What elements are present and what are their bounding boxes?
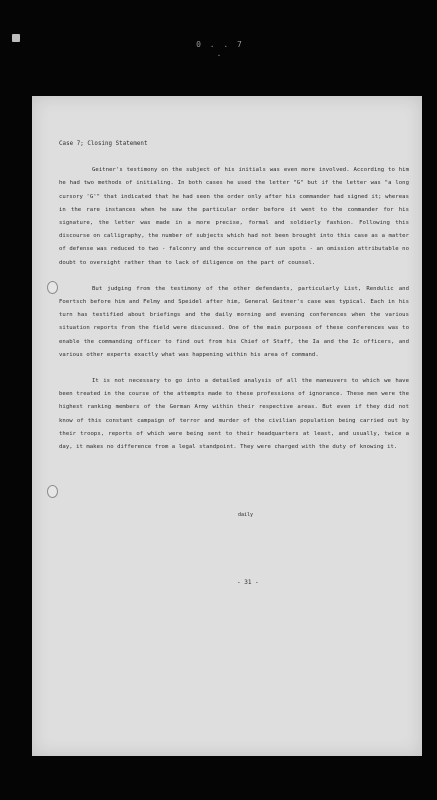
punch-hole <box>47 281 58 294</box>
punch-hole <box>47 485 58 498</box>
document-text <box>59 138 409 467</box>
paragraph: Geitner's testimony on the subject of his initials was even more involved. According to him he had two methods of initialing. In both cases he used the letter "G" but if the letter was "a long cursory 'G'" that indicated that he had seen the order only after his commander had signed it; whereas in the rare instances when he saw the particular order before it went to the commander for his signature, the letter was made in a more precise, formal and soldierly fashion. Following this discourse on calligraphy, the number of subjects which had not been brought into this case as a matter of defense was reduced to two - falconry and the occurrence of sun spots - an omission attributable no doubt to oversight rather than to lack of diligence on the part of counsel. <box>59 167 409 266</box>
page-number: - 31 - <box>237 579 259 586</box>
film-dot <box>12 34 20 42</box>
document-page <box>32 96 422 756</box>
paragraph: It is not necessary to go into a detailed analysis of all the maneuvers to which we have been treated in the course of the attempts made to these professions of ignorance. These men were the highest ranking members of the German Army within their respective areas. But even if they did not know of this constant campaign of terror and murder of the civilian population being carried out by their troops, reports of which were being sent to their headquarters at least, and usually, twice a day, it makes no difference from a legal standpoint. They were charged with the duty of knowing it. <box>59 378 409 451</box>
document-heading: Case 7; Closing Statement <box>59 141 148 147</box>
interlinear-note: daily <box>238 512 254 518</box>
paragraph: But judging from the testimony of the other defendants, particularly List, Rendulic and Foertsch before him and Felmy and Speidel after him, General Geitner's case was typical. Each in his turn has testified about briefings and the daily morning and evening conferences when the various situation reports from the field were discussed. One of the main purposes of these conferences was to enable the commanding officer to find out from his Chief of Staff, the Ia and the Ic officers, and various other experts exactly what was happening within his area of command. <box>59 285 409 358</box>
top-mark: 0 . . 7 . <box>196 40 244 58</box>
